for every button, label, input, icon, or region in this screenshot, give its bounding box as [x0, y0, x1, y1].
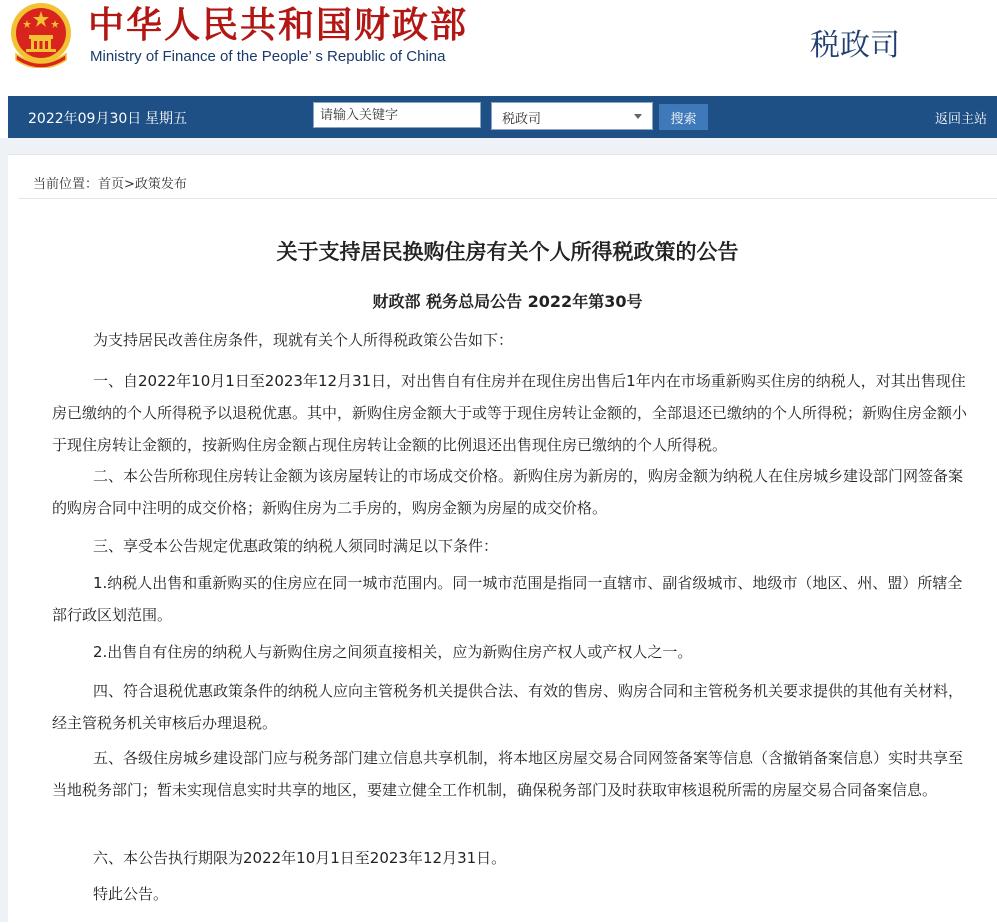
- department-name: 税政司: [810, 28, 900, 63]
- article-paragraph: 六、本公告执行期限为2022年10月1日至2023年12月31日。: [93, 849, 507, 867]
- site-title-cn: 中华人民共和国财政部: [88, 5, 469, 46]
- search-button[interactable]: 搜索: [659, 104, 708, 130]
- nav-bar: [8, 96, 997, 138]
- article-paragraph: 二、本公告所称现住房转让金额为该房屋转让的市场成交价格。新购住房为新房的，购房金额为纳税人在住房城乡建设部门网签备案的购房合同中注明的成交价格；新购住房为二手房的，购房金额为房屋的成交价格。: [52, 467, 964, 517]
- article-paragraph: 三、享受本公告规定优惠政策的纳税人须同时满足以下条件：: [93, 537, 499, 555]
- article-paragraph: 五、各级住房城乡建设部门应与税务部门建立信息共享机制，将本地区房屋交易合同网签备案等信息（含撤销备案信息）实时共享至当地税务部门；暂未实现信息实时共享的地区，要建立健全工作机制，确保税务部门及时获取审核退税所需的房屋交易合同备案信息。: [52, 749, 964, 799]
- site-header: [0, 0, 997, 96]
- breadcrumb: 当前位置：首页>政策发布: [33, 177, 187, 192]
- back-home-link[interactable]: 返回主站: [934, 112, 987, 127]
- current-weekday: 星期五: [145, 111, 187, 127]
- current-date: 2022年09月30日: [28, 111, 142, 127]
- scope-select-value: 税政司: [502, 112, 542, 127]
- scope-select[interactable]: [491, 102, 653, 130]
- national-emblem-icon: [10, 2, 72, 68]
- article-paragraph: 特此公告。: [93, 885, 169, 903]
- article-paragraph: 1.纳税人出售和重新购买的住房应在同一城市范围内。同一城市范围是指同一直辖市、副省级城市、地级市（地区、州、盟）所辖全部行政区划范围。: [52, 574, 963, 624]
- article-paragraph: 一、自2022年10月1日至2023年12月31日，对出售自有住房并在现住房出售后1年内在市场重新购买住房的纳税人，对其出售现住房已缴纳的个人所得税予以退税优惠。其中，新购住房金额大于或等于现住房转让金额的，全部退还已缴纳的个人所得税；新购住房金额小于现住房转让金额的，按新购住房金额占现住房转让金额的比例退还出售现住房已缴纳的个人所得税。: [52, 372, 968, 454]
- article-subtitle: 财政部 税务总局公告 2022年第30号: [372, 292, 643, 311]
- article-paragraph: 为支持居民改善住房条件，现就有关个人所得税政策公告如下：: [93, 331, 514, 349]
- search-input[interactable]: [313, 102, 481, 128]
- site-title-en: Ministry of Finance of the People’ s Republic of China: [90, 48, 446, 65]
- article-paragraph: 2.出售自有住房的纳税人与新购住房之间须直接相关，应为新购住房产权人或产权人之一。: [93, 643, 693, 661]
- breadcrumb-divider: [18, 198, 997, 199]
- article-paragraph: 四、符合退税优惠政策条件的纳税人应向主管税务机关提供合法、有效的售房、购房合同和主管税务机关要求提供的其他有关材料，经主管税务机关审核后办理退税。: [52, 682, 964, 732]
- article-title: 关于支持居民换购住房有关个人所得税政策的公告: [276, 240, 739, 264]
- chevron-down-icon: [634, 114, 642, 119]
